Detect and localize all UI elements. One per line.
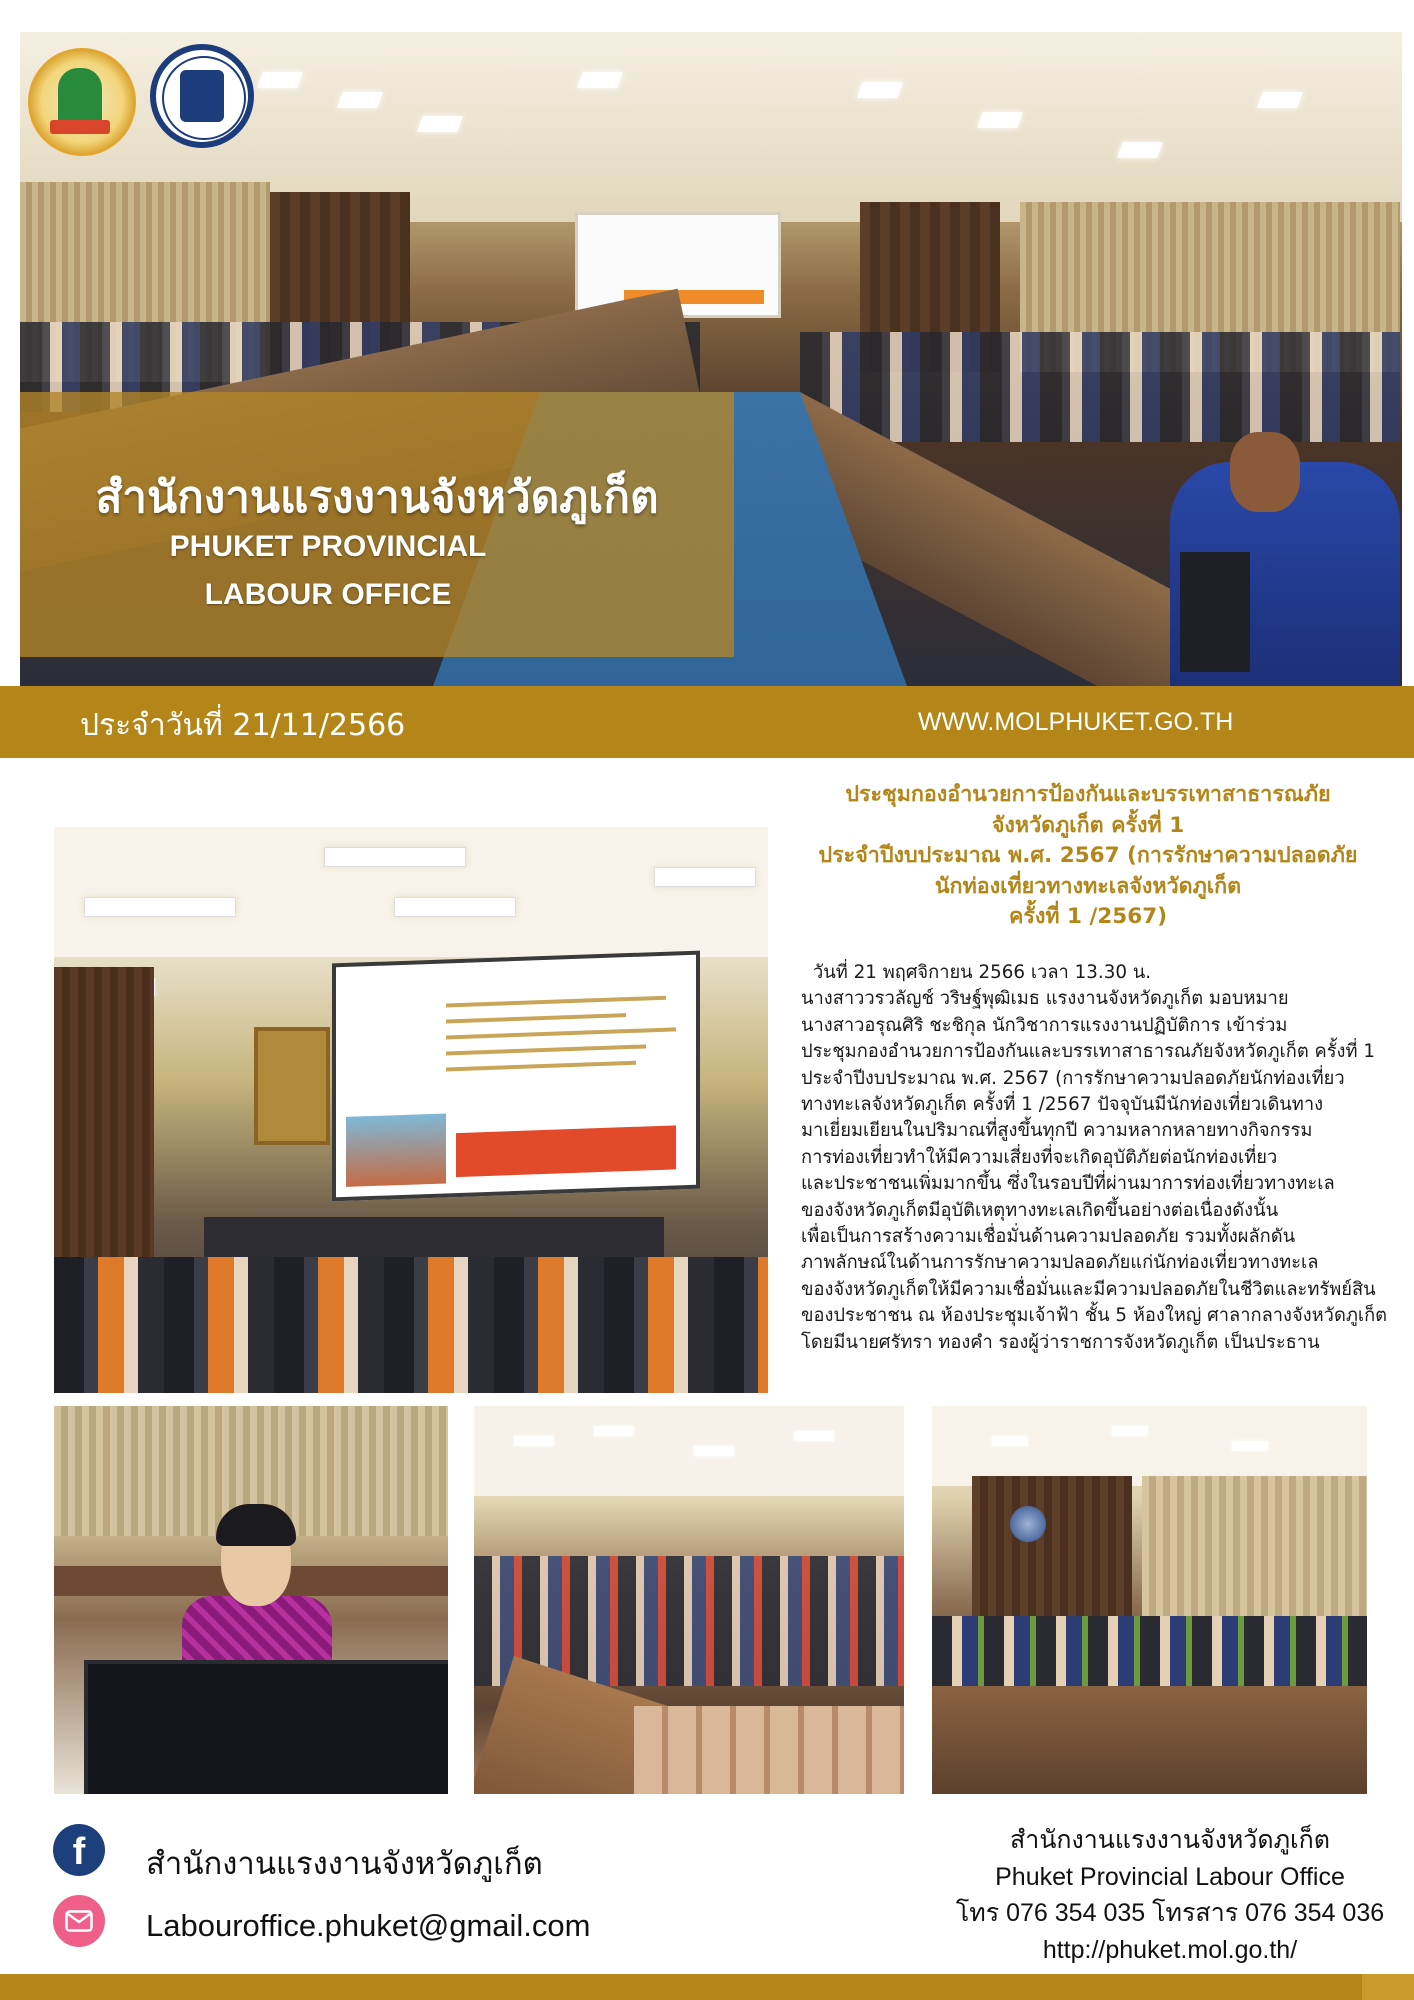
screen-text-line	[446, 1061, 636, 1072]
screen-text-line	[446, 996, 666, 1008]
envelope-icon	[65, 1910, 93, 1932]
ceiling-light	[694, 1446, 734, 1456]
contact-office-english: Phuket Provincial Labour Office	[995, 1862, 1345, 1891]
ceiling-light	[654, 867, 756, 887]
article-body	[801, 960, 1401, 1356]
contact-phone-fax: โทร 076 354 035 โทรสาร 076 354 036	[955, 1899, 1385, 1927]
headline-line: จังหวัดภูเก็ต ครั้งที่ 1	[991, 812, 1185, 838]
screen-photo	[346, 1113, 446, 1186]
ceiling-light	[1257, 92, 1303, 108]
ceiling-light	[1117, 142, 1163, 158]
ceiling-light	[257, 72, 303, 88]
body-line: โดยมีนายศรัทรา ทองคำ รองผู้ว่าราชการจังหวัดภูเก็ต เป็นประธาน	[801, 1331, 1320, 1353]
photo-staff-attendee	[54, 1406, 448, 1794]
mail-icon[interactable]	[53, 1895, 105, 1947]
photo-ceiling	[932, 1406, 1367, 1486]
body-line: ของประชาชน ณ ห้องประชุมเจ้าฟ้า ชั้น 5 ห้องใหญ่ ศาลากลางจังหวัดภูเก็ต	[801, 1305, 1388, 1327]
office-title-english-line2: LABOUR OFFICE	[204, 578, 452, 611]
body-line: มาเยี่ยมเยียนในปริมาณที่สูงขึ้นทุกปี ความหลากหลายทางกิจกรรม	[801, 1120, 1313, 1142]
photo-meeting-room	[932, 1406, 1367, 1794]
body-line: นางสาวอรุณศิริ ชะชิกุล นักวิชาการแรงงานปฏิบัติการ เข้าร่วม	[801, 1014, 1288, 1036]
ceiling-light	[394, 897, 516, 917]
headline-line: ประชุมกองอำนวยการป้องกันและบรรเทาสาธารณภัย	[845, 782, 1331, 807]
issue-date: ประจำวันที่ 21/11/2566	[80, 708, 406, 743]
photo-wood-wall	[972, 1476, 1132, 1636]
ceiling-light	[857, 82, 903, 98]
ceiling-light	[337, 92, 383, 108]
contact-office-thai: สำนักงานแรงงานจังหวัดภูเก็ต	[1010, 1826, 1330, 1854]
photo-wall-emblem	[1010, 1506, 1046, 1542]
bottom-bar	[0, 1974, 1414, 2000]
ceiling-light	[417, 116, 463, 132]
body-line: ภาพลักษณ์ในด้านการรักษาความปลอดภัยแก่นักท่องเที่ยวทางทะเล	[801, 1252, 1319, 1274]
photo-meeting-hall	[474, 1406, 904, 1794]
seal-figure	[180, 70, 224, 122]
bottom-bar-accent	[1362, 1974, 1414, 2000]
office-title-english-line1: PHUKET PROVINCIAL	[169, 530, 487, 563]
seal-figure	[58, 68, 102, 126]
photo-curtain	[1142, 1476, 1367, 1616]
body-line: วันที่ 21 พฤศจิกายน 2566 เวลา 13.30 น.	[813, 962, 1152, 983]
photo-monitor	[84, 1660, 448, 1794]
hero-audience-right	[800, 332, 1400, 442]
ceiling-light	[577, 72, 623, 88]
body-line: ประจำปีงบประมาณ พ.ศ. 2567 (การรักษาความปลอดภัยนักท่องเที่ยว	[801, 1067, 1345, 1089]
photo-ceiling	[474, 1406, 904, 1496]
photo-wood-wall	[54, 967, 154, 1297]
body-line: ของจังหวัดภูเก็ตให้มีความเชื่อมั่นและมีความปลอดภัยในชีวิตและทรัพย์สิน	[801, 1278, 1376, 1300]
hero-person-head	[1230, 432, 1300, 512]
email-address[interactable]: Labouroffice.phuket@gmail.com	[146, 1908, 591, 1943]
ceiling-light	[324, 847, 466, 867]
office-title-thai: สำนักงานแรงงานจังหวัดภูเก็ต	[95, 472, 659, 523]
photo-royal-portrait	[254, 1027, 330, 1145]
screen-text-line	[446, 1013, 626, 1023]
photo-presentation-screen	[332, 951, 700, 1202]
ceiling-light	[1112, 1426, 1148, 1436]
ceiling-light	[794, 1431, 834, 1441]
body-line: นางสาววรวลัญช์ วริษฐ์พุฒิเมธ แรงงานจังหวัดภูเก็ต มอบหมาย	[801, 988, 1289, 1010]
photo-chairs	[634, 1706, 904, 1794]
facebook-icon[interactable]: f	[53, 1824, 105, 1876]
body-line: ทางทะเลจังหวัดภูเก็ต ครั้งที่ 1 /2567 ปัจจุบันมีนักท่องเที่ยวเดินทาง	[801, 1094, 1324, 1116]
phuket-seal-logo	[150, 44, 254, 148]
website-link[interactable]: WWW.MOLPHUKET.GO.TH	[918, 708, 1234, 736]
photo-desk	[932, 1686, 1367, 1794]
ceiling-light	[594, 1426, 634, 1436]
screen-text-line	[446, 1027, 676, 1039]
headline-line: ประจำปีงบประมาณ พ.ศ. 2567 (การรักษาความปลอดภัย	[818, 843, 1358, 868]
body-line: ของจังหวัดภูเก็ตมีอุบัติเหตุทางทะเลเกิดขึ้นอย่างต่อเนื่องดังนั้น	[801, 1199, 1279, 1221]
ceiling-light	[977, 112, 1023, 128]
ceiling-light	[992, 1436, 1028, 1446]
body-line: และประชาชนเพิ่มมากขึ้น ซึ่งในรอบปีที่ผ่านมาการท่องเที่ยวทางทะเล	[801, 1173, 1335, 1195]
ministry-seal-logo	[28, 48, 136, 156]
ceiling-light	[84, 897, 236, 917]
headline-line: ครั้งที่ 1 /2567)	[1008, 904, 1168, 929]
seal-base	[50, 120, 110, 134]
body-line: เพื่อเป็นการสร้างความเชื่อมั่นด้านความปลอดภัย รวมทั้งผลักดัน	[801, 1226, 1296, 1248]
facebook-page-label[interactable]: สำนักงานแรงงานจังหวัดภูเก็ต	[146, 1846, 543, 1882]
headline-line: นักท่องเที่ยวทางทะเลจังหวัดภูเก็ต	[934, 873, 1242, 899]
body-line: การท่องเที่ยวทำให้มีความเสี่ยงที่จะเกิดอุบัติภัยต่อนักท่องเที่ยว	[801, 1146, 1278, 1168]
hero-monitor	[1180, 552, 1250, 672]
screen-text-line	[446, 1044, 646, 1055]
contact-block	[930, 1822, 1410, 1968]
screen-red-banner	[456, 1125, 676, 1177]
article-headline	[788, 780, 1388, 933]
contact-website[interactable]: http://phuket.mol.go.th/	[1042, 1935, 1298, 1964]
meeting-main-photo	[54, 827, 768, 1393]
ceiling-light	[1232, 1441, 1268, 1451]
body-line: ประชุมกองอำนวยการป้องกันและบรรเทาสาธารณภัยจังหวัดภูเก็ต ครั้งที่ 1	[801, 1041, 1375, 1063]
photo-attendees	[54, 1257, 768, 1393]
ceiling-light	[514, 1436, 554, 1446]
